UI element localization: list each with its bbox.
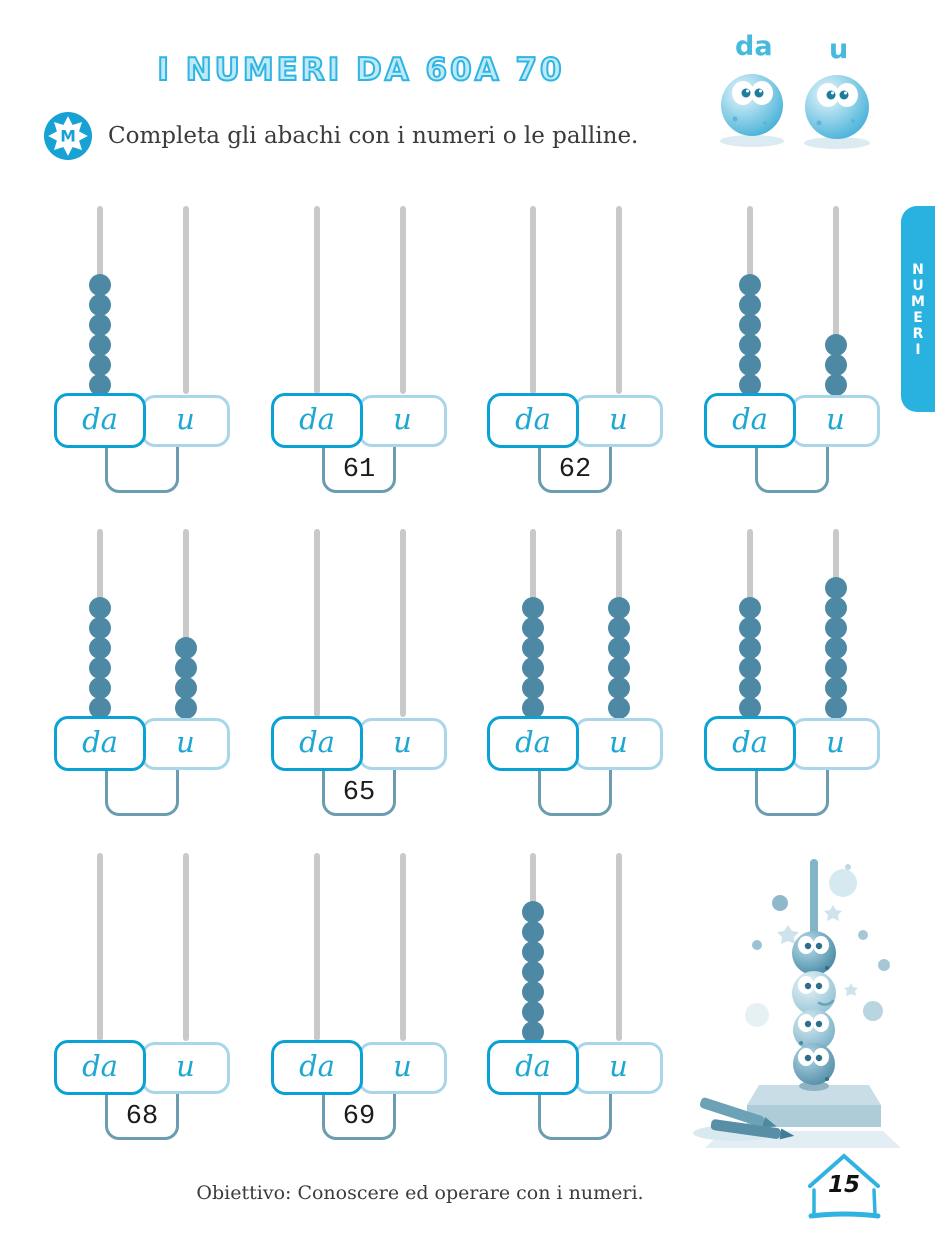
tens-label: da xyxy=(515,724,551,759)
abacus-rod-tens[interactable] xyxy=(97,529,103,717)
bead xyxy=(89,334,111,356)
toy-bead-4 xyxy=(793,1043,835,1085)
abacus-rod-units[interactable] xyxy=(183,206,189,394)
bead xyxy=(825,677,847,699)
tens-label: da xyxy=(299,1048,335,1083)
character-label-da: da xyxy=(735,31,773,62)
bead xyxy=(89,314,111,336)
bead xyxy=(522,657,544,679)
bead xyxy=(739,617,761,639)
answer-value: 68 xyxy=(125,1102,159,1132)
tens-label: da xyxy=(82,1048,118,1083)
units-label-box xyxy=(791,718,880,770)
tens-label: da xyxy=(299,724,335,759)
abacus xyxy=(54,523,230,819)
bead-stack-toy-illustration xyxy=(683,843,905,1155)
tens-label: da xyxy=(299,401,335,436)
units-label: u xyxy=(609,402,628,436)
bead xyxy=(89,597,111,619)
abacus-rod-tens[interactable] xyxy=(530,529,536,717)
bead xyxy=(825,374,847,396)
bead xyxy=(175,677,197,699)
abacus xyxy=(271,847,447,1143)
abacus-rod-tens[interactable] xyxy=(747,206,753,394)
abacus-rod-units[interactable] xyxy=(616,853,622,1041)
tens-label: da xyxy=(515,1048,551,1083)
page-title: I NUMERI DA 60A 70 xyxy=(157,52,565,88)
abacus-rod-tens[interactable] xyxy=(314,853,320,1041)
tens-beads xyxy=(739,599,761,719)
page-number: 15 xyxy=(827,1172,860,1198)
bead xyxy=(608,597,630,619)
tens-label-box xyxy=(704,393,796,448)
abacus-rod-tens[interactable] xyxy=(530,206,536,394)
page-number-house xyxy=(798,1150,890,1222)
sidebar-letter: R xyxy=(912,326,924,342)
abacus-rod-units[interactable] xyxy=(183,529,189,717)
units-label-box xyxy=(358,395,447,447)
bead xyxy=(739,314,761,336)
abacus-rod-units[interactable] xyxy=(400,206,406,394)
bead xyxy=(608,697,630,719)
abacus-rod-tens[interactable] xyxy=(747,529,753,717)
bead xyxy=(739,597,761,619)
abacus xyxy=(487,847,663,1143)
bead xyxy=(89,657,111,679)
units-label: u xyxy=(393,725,412,759)
units-label-box xyxy=(574,1042,663,1094)
abacus-rod-tens[interactable] xyxy=(530,853,536,1041)
tens-label: da xyxy=(82,401,118,436)
tens-label: da xyxy=(515,401,551,436)
tens-beads xyxy=(522,599,544,719)
bead xyxy=(522,617,544,639)
bead xyxy=(89,617,111,639)
bead xyxy=(608,617,630,639)
units-label-box xyxy=(358,718,447,770)
bead xyxy=(89,677,111,699)
bead xyxy=(825,617,847,639)
tens-label-box xyxy=(487,393,579,448)
bead xyxy=(522,921,544,943)
tens-label-box xyxy=(54,716,146,771)
sidebar-letter: I xyxy=(915,342,921,358)
abacus-rod-units[interactable] xyxy=(833,206,839,394)
bead xyxy=(739,657,761,679)
bead xyxy=(89,637,111,659)
abacus-rod-tens[interactable] xyxy=(97,853,103,1041)
bead xyxy=(825,637,847,659)
units-label-box xyxy=(574,395,663,447)
units-label: u xyxy=(393,402,412,436)
abacus xyxy=(271,200,447,496)
sidebar-letter: E xyxy=(913,310,923,326)
bead xyxy=(175,657,197,679)
units-label-box xyxy=(358,1042,447,1094)
bead xyxy=(522,1001,544,1023)
abacus-rod-units[interactable] xyxy=(616,529,622,717)
sidebar-letter: U xyxy=(912,278,924,294)
units-label-box xyxy=(791,395,880,447)
instruction-row xyxy=(44,112,638,160)
bead xyxy=(522,677,544,699)
tens-label: da xyxy=(82,724,118,759)
abacus-rod-units[interactable] xyxy=(183,853,189,1041)
abacus-rod-units[interactable] xyxy=(400,529,406,717)
abacus-rod-tens[interactable] xyxy=(314,206,320,394)
abacus-rod-tens[interactable] xyxy=(314,529,320,717)
bead xyxy=(608,677,630,699)
bead xyxy=(739,334,761,356)
abacus-rod-tens[interactable] xyxy=(97,206,103,394)
abacus xyxy=(54,200,230,496)
abacus xyxy=(487,523,663,819)
bead xyxy=(522,941,544,963)
units-label-box xyxy=(141,1042,230,1094)
medal-m-icon xyxy=(44,112,92,160)
bead xyxy=(739,274,761,296)
sidebar-letter: M xyxy=(911,294,925,310)
units-label-box xyxy=(141,718,230,770)
units-label: u xyxy=(609,1049,628,1083)
abacus xyxy=(54,847,230,1143)
bead xyxy=(825,697,847,719)
tens-beads xyxy=(522,903,544,1043)
units-beads xyxy=(825,579,847,719)
toy-bead-1 xyxy=(792,931,836,975)
bead xyxy=(89,294,111,316)
answer-value: 69 xyxy=(342,1102,376,1132)
bead xyxy=(522,901,544,923)
bead xyxy=(522,637,544,659)
svg-text:M: M xyxy=(60,126,76,146)
units-label: u xyxy=(393,1049,412,1083)
bead xyxy=(825,577,847,599)
toy-bead-2 xyxy=(792,971,836,1015)
bead xyxy=(522,981,544,1003)
tens-beads xyxy=(739,276,761,396)
units-label: u xyxy=(176,1049,195,1083)
abacus-rod-units[interactable] xyxy=(400,853,406,1041)
units-beads xyxy=(175,639,197,719)
tens-label-box xyxy=(271,1040,363,1095)
character-label-u: u xyxy=(829,34,849,65)
bead xyxy=(522,961,544,983)
units-beads xyxy=(825,336,847,396)
abacus-rod-units[interactable] xyxy=(833,529,839,717)
answer-value: 65 xyxy=(342,778,376,808)
tens-label-box xyxy=(271,716,363,771)
tens-label-box xyxy=(704,716,796,771)
da-u-ball-characters xyxy=(705,33,890,153)
tens-label: da xyxy=(732,724,768,759)
bead xyxy=(825,597,847,619)
footer-objective: Obiettivo: Conoscere ed operare con i numeri. xyxy=(196,1182,644,1204)
tens-label-box xyxy=(487,716,579,771)
units-label: u xyxy=(609,725,628,759)
abacus xyxy=(487,200,663,496)
abacus xyxy=(271,523,447,819)
bead xyxy=(739,294,761,316)
bead xyxy=(89,354,111,376)
units-label-box xyxy=(574,718,663,770)
abacus xyxy=(704,200,880,496)
units-beads xyxy=(608,599,630,719)
bead xyxy=(175,637,197,659)
tens-label-box xyxy=(54,393,146,448)
bead xyxy=(175,697,197,719)
bead xyxy=(608,657,630,679)
units-label: u xyxy=(826,725,845,759)
sidebar-tab-numeri[interactable] xyxy=(901,206,935,412)
units-label-box xyxy=(141,395,230,447)
bead xyxy=(739,637,761,659)
abacus-rod-units[interactable] xyxy=(616,206,622,394)
bead xyxy=(608,637,630,659)
units-label: u xyxy=(826,402,845,436)
bead xyxy=(825,334,847,356)
answer-value: 62 xyxy=(558,455,592,485)
bead xyxy=(825,354,847,376)
tens-beads xyxy=(89,599,111,719)
tens-label-box xyxy=(54,1040,146,1095)
tens-label: da xyxy=(732,401,768,436)
tens-label-box xyxy=(487,1040,579,1095)
bead xyxy=(825,657,847,679)
instruction-text: Completa gli abachi con i numeri o le palline. xyxy=(108,123,639,149)
units-label: u xyxy=(176,725,195,759)
tens-label-box xyxy=(271,393,363,448)
tens-beads xyxy=(89,276,111,396)
bead xyxy=(89,274,111,296)
answer-value: 61 xyxy=(342,455,376,485)
bead xyxy=(739,354,761,376)
units-label: u xyxy=(176,402,195,436)
abacus xyxy=(704,523,880,819)
bead xyxy=(522,597,544,619)
bead xyxy=(739,677,761,699)
sidebar-letter: N xyxy=(912,262,924,278)
